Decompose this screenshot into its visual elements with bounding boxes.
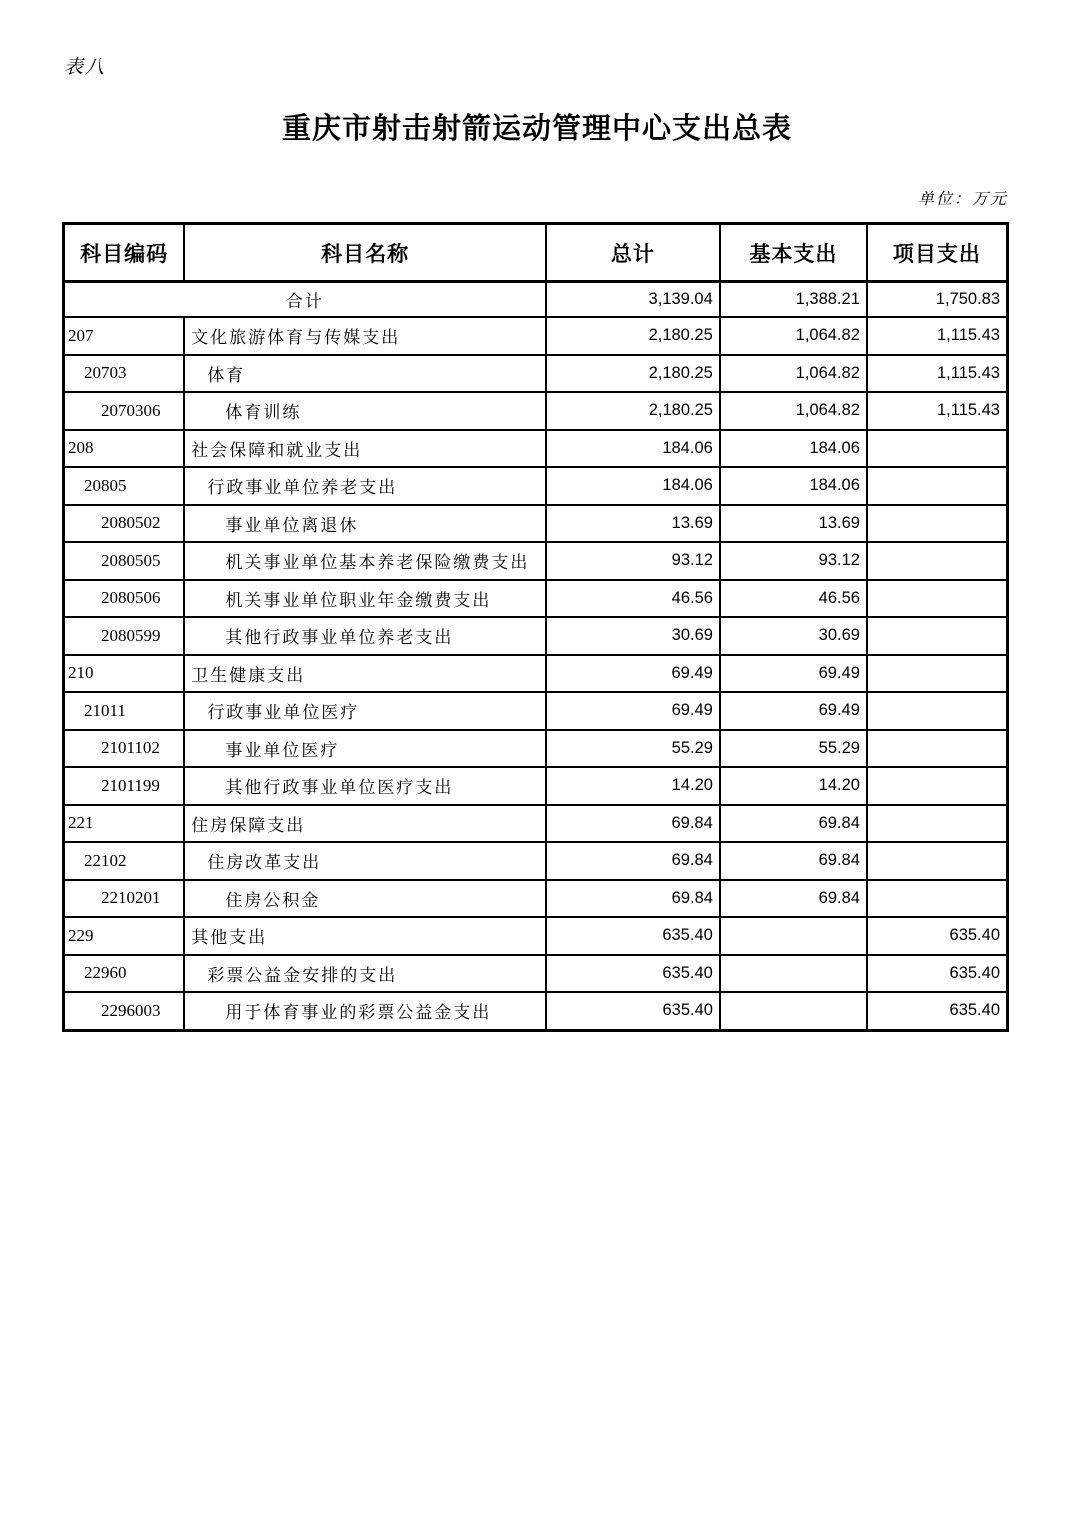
table-row [65, 431, 1006, 469]
subject-code-cell: 2070306 [65, 393, 185, 429]
subject-code-cell: 208 [65, 431, 185, 467]
subject-code-cell: 21011 [65, 693, 185, 729]
basic-expenditure-cell: 69.84 [721, 843, 868, 879]
table-row [65, 656, 1006, 694]
table-row [65, 731, 1006, 769]
total-cell: 30.69 [547, 618, 721, 654]
project-expenditure-cell [868, 431, 1006, 467]
table-row [65, 618, 1006, 656]
subject-name-cell: 彩票公益金安排的支出 [185, 956, 547, 992]
basic-expenditure-cell [721, 918, 868, 954]
subject-name-cell: 行政事业单位医疗 [185, 693, 547, 729]
page-title: 重庆市射击射箭运动管理中心支出总表 [281, 113, 792, 145]
subject-name-cell: 体育 [185, 356, 547, 392]
subject-name-cell: 住房公积金 [185, 881, 547, 917]
total-cell: 184.06 [547, 468, 721, 504]
basic-expenditure-cell: 184.06 [721, 468, 868, 504]
total-cell: 14.20 [547, 768, 721, 804]
project-expenditure-cell: 1,115.43 [936, 401, 1000, 420]
header-total: 总计 [547, 225, 721, 280]
table-row [65, 468, 1006, 506]
subject-code-cell: 20703 [65, 356, 185, 392]
total-cell: 69.49 [547, 693, 721, 729]
table-header-row [65, 225, 1006, 283]
subject-code-cell: 22102 [65, 843, 185, 879]
basic-expenditure-cell: 69.49 [721, 693, 868, 729]
project-expenditure-cell [868, 656, 1006, 692]
project-expenditure-cell [868, 843, 1006, 879]
subject-name-cell: 文化旅游体育与传媒支出 [185, 318, 547, 354]
project-expenditure-cell [868, 693, 1006, 729]
table-row [65, 993, 1006, 1029]
table-row [65, 543, 1006, 581]
subject-name-cell: 住房改革支出 [185, 843, 547, 879]
grand-total-label: 合计 [65, 283, 547, 316]
table-row [65, 393, 1006, 431]
project-expenditure-cell [868, 468, 1006, 504]
table-row [65, 581, 1006, 619]
table-row [65, 318, 1006, 356]
project-expenditure-cell [868, 806, 1006, 842]
table-row [65, 506, 1006, 544]
subject-code-cell: 2296003 [65, 993, 185, 1029]
total-cell: 2,180.25 [547, 393, 721, 429]
subject-name-cell: 住房保障支出 [185, 806, 547, 842]
total-cell: 69.49 [547, 656, 721, 692]
basic-expenditure-cell: 13.69 [721, 506, 868, 542]
table-row [65, 356, 1006, 394]
project-expenditure-cell [868, 731, 1006, 767]
subject-code-cell: 207 [65, 318, 185, 354]
total-cell: 184.06 [547, 431, 721, 467]
basic-expenditure-cell [721, 993, 868, 1029]
basic-expenditure-cell: 184.06 [721, 431, 868, 467]
project-expenditure-cell [868, 881, 1006, 917]
project-expenditure-cell [868, 543, 1006, 579]
page-tag: 表八 [64, 57, 107, 78]
expenditure-table [62, 222, 1009, 1032]
total-cell: 2,180.25 [547, 318, 721, 354]
subject-name-cell: 行政事业单位养老支出 [185, 468, 547, 504]
subject-name-cell: 事业单位离退休 [185, 506, 547, 542]
project-expenditure-cell: 635.40 [949, 963, 1000, 982]
subject-name-cell: 其他支出 [185, 918, 547, 954]
grand-total-row [65, 283, 1006, 318]
project-expenditure-cell: 635.40 [949, 1001, 1000, 1020]
project-expenditure-cell [868, 581, 1006, 617]
total-cell: 635.40 [547, 956, 721, 992]
basic-expenditure-cell: 1,064.82 [721, 356, 868, 392]
total-cell: 69.84 [547, 806, 721, 842]
table-row [65, 768, 1006, 806]
subject-code-cell: 221 [65, 806, 185, 842]
total-cell: 635.40 [547, 993, 721, 1029]
basic-expenditure-cell: 55.29 [721, 731, 868, 767]
grand-total-basic: 1,388.21 [721, 283, 868, 316]
header-subject-name: 科目名称 [185, 225, 547, 280]
unit-note: 单位：万元 [917, 191, 1008, 208]
subject-code-cell: 210 [65, 656, 185, 692]
basic-expenditure-cell: 14.20 [721, 768, 868, 804]
basic-expenditure-cell [721, 956, 868, 992]
total-cell: 13.69 [547, 506, 721, 542]
basic-expenditure-cell: 69.49 [721, 656, 868, 692]
header-project-expenditure: 项目支出 [892, 242, 981, 266]
header-subject-code: 科目编码 [65, 225, 185, 280]
subject-code-cell: 2080506 [65, 581, 185, 617]
basic-expenditure-cell: 69.84 [721, 881, 868, 917]
basic-expenditure-cell: 1,064.82 [721, 393, 868, 429]
total-cell: 93.12 [547, 543, 721, 579]
subject-code-cell: 229 [65, 918, 185, 954]
subject-name-cell: 机关事业单位基本养老保险缴费支出 [185, 543, 547, 579]
grand-total-total: 3,139.04 [547, 283, 721, 316]
subject-name-cell: 其他行政事业单位医疗支出 [185, 768, 547, 804]
subject-name-cell: 用于体育事业的彩票公益金支出 [185, 993, 547, 1029]
table-row [65, 918, 1006, 956]
table-row [65, 881, 1006, 919]
total-cell: 635.40 [547, 918, 721, 954]
subject-name-cell: 其他行政事业单位养老支出 [185, 618, 547, 654]
subject-code-cell: 2101102 [65, 731, 185, 767]
table-row [65, 843, 1006, 881]
header-basic-expenditure: 基本支出 [721, 225, 868, 280]
total-cell: 69.84 [547, 881, 721, 917]
basic-expenditure-cell: 1,064.82 [721, 318, 868, 354]
project-expenditure-cell: 635.40 [949, 926, 1000, 945]
project-expenditure-cell: 1,115.43 [936, 326, 1000, 345]
basic-expenditure-cell: 93.12 [721, 543, 868, 579]
grand-total-project: 1,750.83 [935, 290, 1001, 308]
table-row [65, 806, 1006, 844]
basic-expenditure-cell: 30.69 [721, 618, 868, 654]
subject-name-cell: 机关事业单位职业年金缴费支出 [185, 581, 547, 617]
subject-code-cell: 22960 [65, 956, 185, 992]
subject-code-cell: 2101199 [65, 768, 185, 804]
subject-name-cell: 卫生健康支出 [185, 656, 547, 692]
subject-name-cell: 体育训练 [185, 393, 547, 429]
project-expenditure-cell [868, 618, 1006, 654]
subject-name-cell: 社会保障和就业支出 [185, 431, 547, 467]
subject-code-cell: 2080502 [65, 506, 185, 542]
project-expenditure-cell: 1,115.43 [936, 363, 1000, 382]
total-cell: 2,180.25 [547, 356, 721, 392]
subject-code-cell: 2080599 [65, 618, 185, 654]
total-cell: 55.29 [547, 731, 721, 767]
project-expenditure-cell [868, 506, 1006, 542]
basic-expenditure-cell: 46.56 [721, 581, 868, 617]
subject-code-cell: 2210201 [65, 881, 185, 917]
project-expenditure-cell [868, 768, 1006, 804]
total-cell: 69.84 [547, 843, 721, 879]
table-row [65, 956, 1006, 994]
basic-expenditure-cell: 69.84 [721, 806, 868, 842]
subject-name-cell: 事业单位医疗 [185, 731, 547, 767]
subject-code-cell: 20805 [65, 468, 185, 504]
total-cell: 46.56 [547, 581, 721, 617]
table-row [65, 693, 1006, 731]
subject-code-cell: 2080505 [65, 543, 185, 579]
